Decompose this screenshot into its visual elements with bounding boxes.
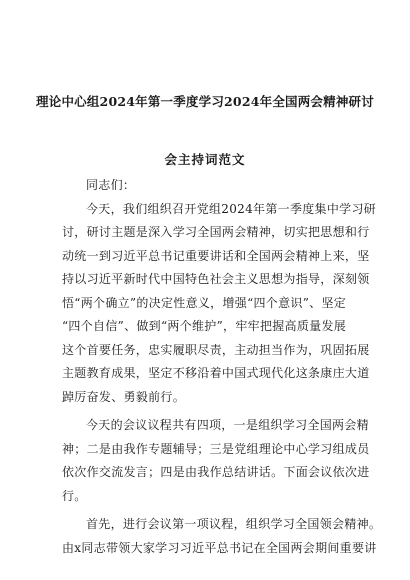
paragraph-1-line: “四个自信”、做到“两个维护”，牢牢把握高质量发展 xyxy=(62,319,347,333)
paragraph-3 xyxy=(62,513,382,560)
paragraph-2 xyxy=(62,414,370,508)
document-title-line-2: 会主持词范文 xyxy=(164,152,246,167)
paragraph-1-line: 主题教育成果，坚定不移沿着中国式现代化这条康庄大道 xyxy=(62,366,370,380)
paragraph-1-line: 悟“两个确立”的决定性意义，增强“四个意识”、坚定 xyxy=(62,295,347,310)
paragraph-1-line: 今天，我们组织召开党组2024年第一季度集中学习研 xyxy=(86,201,377,216)
paragraph-1-line: 持以习近平新时代中国特色社会主义思想为指导，深刻领 xyxy=(62,272,370,286)
paragraph-1 xyxy=(62,198,377,410)
paragraph-1-line: 讨，研讨主题是深入学习全国两会精神，切实把思想和行 xyxy=(62,225,370,239)
paragraph-3-line: 由x同志带领大家学习习近平总书记在全国两会期间重要讲 xyxy=(62,540,377,555)
paragraph-1-line: 这个首要任务，忠实履职尽责，主动担当作为，巩固拓展 xyxy=(62,342,370,357)
paragraph-2-line: 依次作交流发言；四是由我作总结讲话。下面会议依次进 xyxy=(62,465,370,479)
salutation: 同志们： xyxy=(86,178,136,192)
paragraph-1-line: 踔厉奋发、勇毅前行。 xyxy=(62,389,186,404)
paragraph-2-line: 神；二是由我作专题辅导；三是党组理论中心学习组成员 xyxy=(62,441,370,456)
document-body xyxy=(62,174,382,560)
paragraph-1-line: 动统一到习近平总书记重要讲话和全国两会精神上来，坚 xyxy=(62,248,370,263)
paragraph-2-line: 今天的会议议程共有四项，一是组织学习全国两会精 xyxy=(86,418,369,432)
paragraph-3-line: 首先，进行会议第一项议程，组织学习全国领会精神。 xyxy=(86,517,382,531)
document-title-line-1: 理论中心组2024年第一季度学习2024年全国两会精神研讨 xyxy=(36,94,374,109)
paragraph-2-line: 行。 xyxy=(62,488,87,503)
